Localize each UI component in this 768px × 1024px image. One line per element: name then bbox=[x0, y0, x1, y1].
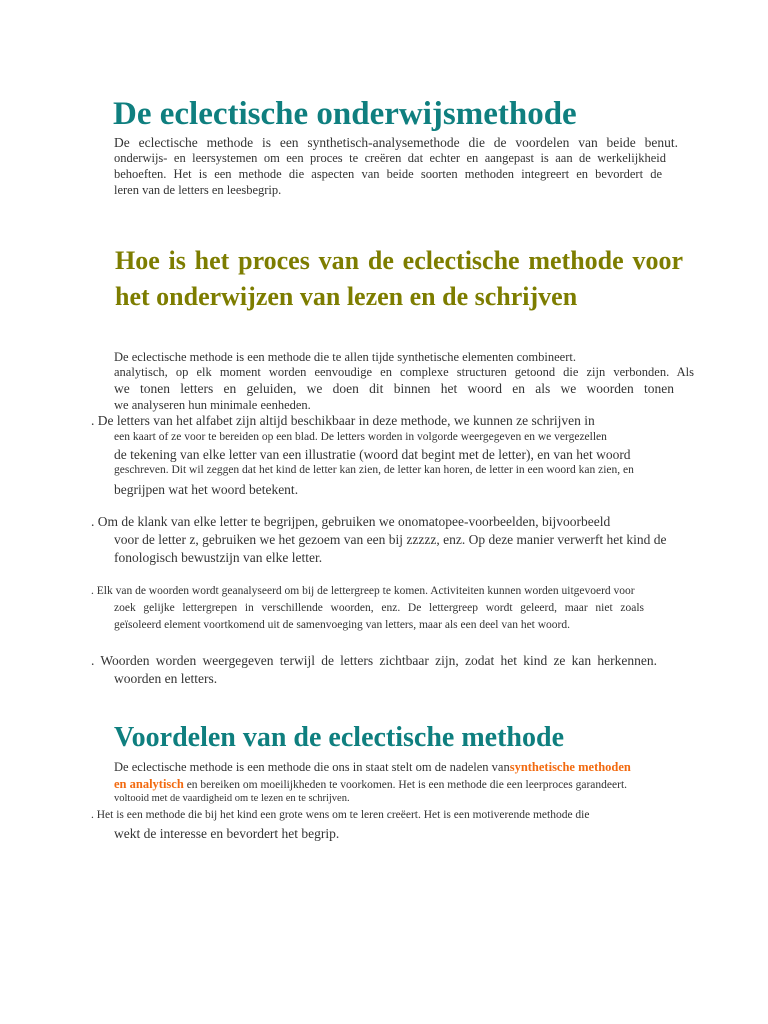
bullet4-line: woorden en letters. bbox=[114, 671, 218, 686]
bullet1-line: geschreven. Dit wil zeggen dat het kind de letter kan zien, de letter kan horen, de letter in een woord kan zien, en bbox=[114, 464, 634, 476]
section2-intro-line: analytisch, op elk moment worden eenvoudige en complexe structuren getoond die zijn verbonden. Als bbox=[114, 365, 694, 379]
section3-line2 bbox=[114, 777, 627, 792]
bullet2-line: voor de letter z, gebruiken we het gezoem van een bij zzzzz, enz. Op deze manier verwerft het kind de bbox=[114, 532, 667, 547]
section3-bullet-line: . Het is een methode die bij het kind een grote wens om te leren creëert. Het is een motiverende methode die bbox=[91, 809, 590, 821]
section1-line: De eclectische methode is een synthetisch-analysemethode die de voordelen van beide benut. bbox=[114, 135, 678, 150]
section1-line: leren van de letters en leesbegrip. bbox=[114, 183, 282, 197]
bullet1-line: de tekening van elke letter van een illustratie (woord dat begint met de letter), en van het woord bbox=[114, 447, 631, 462]
bullet3-line: geïsoleerd element voortkomend uit de samenvoeging van letters, maar als een deel van het woord. bbox=[114, 619, 571, 631]
highlight-analytic: en analytisch bbox=[114, 777, 184, 791]
bullet1-line: . De letters van het alfabet zijn altijd beschikbaar in deze methode, we kunnen ze schrijven in bbox=[91, 413, 595, 428]
section2-intro-line: De eclectische methode is een methode die te allen tijde synthetische elementen combineert. bbox=[114, 350, 576, 364]
section3-line1 bbox=[114, 760, 631, 775]
highlight-synthetic-methods: synthetische methoden bbox=[509, 760, 631, 774]
bullet1-line: begrijpen wat het woord betekent. bbox=[114, 482, 299, 497]
section1-line: behoeften. Het is een methode die aspecten van beide soorten methoden integreert en bevordert de bbox=[114, 167, 662, 181]
section1-line: onderwijs- en leersystemen om een proces te creëren dat echter en aangepast is aan de werkelijkheid bbox=[114, 151, 666, 165]
bullet2-line: fonologisch bewustzijn van elke letter. bbox=[114, 550, 323, 565]
bullet4-line: . Woorden worden weergegeven terwijl de letters zichtbaar zijn, zodat het kind ze kan herkennen. bbox=[91, 653, 657, 668]
section3-line3: voltooid met de vaardigheid om te lezen en te schrijven. bbox=[114, 793, 350, 804]
section1-title: De eclectische onderwijsmethode bbox=[113, 96, 577, 132]
section2-title: Hoe is het proces van de eclectische methode voor het onderwijzen van lezen en de schrijven bbox=[115, 246, 683, 311]
section3-line2-text: en bereiken om moeilijkheden te voorkomen. Het is een methode die een leerproces garandeert. bbox=[183, 779, 628, 791]
section2-intro-line: we analyseren hun minimale eenheden. bbox=[114, 398, 311, 412]
bullet2-line: . Om de klank van elke letter te begrijpen, gebruiken we onomatopee-voorbeelden, bijvoorbeeld bbox=[91, 514, 611, 529]
bullet1-line: een kaart of ze voor te bereiden op een blad. De letters worden in volgorde weergegeven en we vergezellen bbox=[114, 431, 607, 443]
section3-bullet-line: wekt de interesse en bevordert het begrip. bbox=[114, 826, 340, 841]
bullet3-line: zoek gelijke lettergrepen in verschillende woorden, enz. De lettergreep wordt geleerd, maar niet zoals bbox=[114, 602, 644, 614]
section3-line1-text: De eclectische methode is een methode die ons in staat stelt om de nadelen van bbox=[114, 760, 510, 774]
bullet3-line: . Elk van de woorden wordt geanalyseerd om bij de lettergreep te komen. Activiteiten kunnen worden uitgevoerd voor bbox=[91, 585, 635, 597]
section3-title: Voordelen van de eclectische methode bbox=[114, 722, 564, 753]
section2-intro-line: we tonen letters en geluiden, we doen dit binnen het woord en als we woorden tonen bbox=[114, 381, 674, 396]
